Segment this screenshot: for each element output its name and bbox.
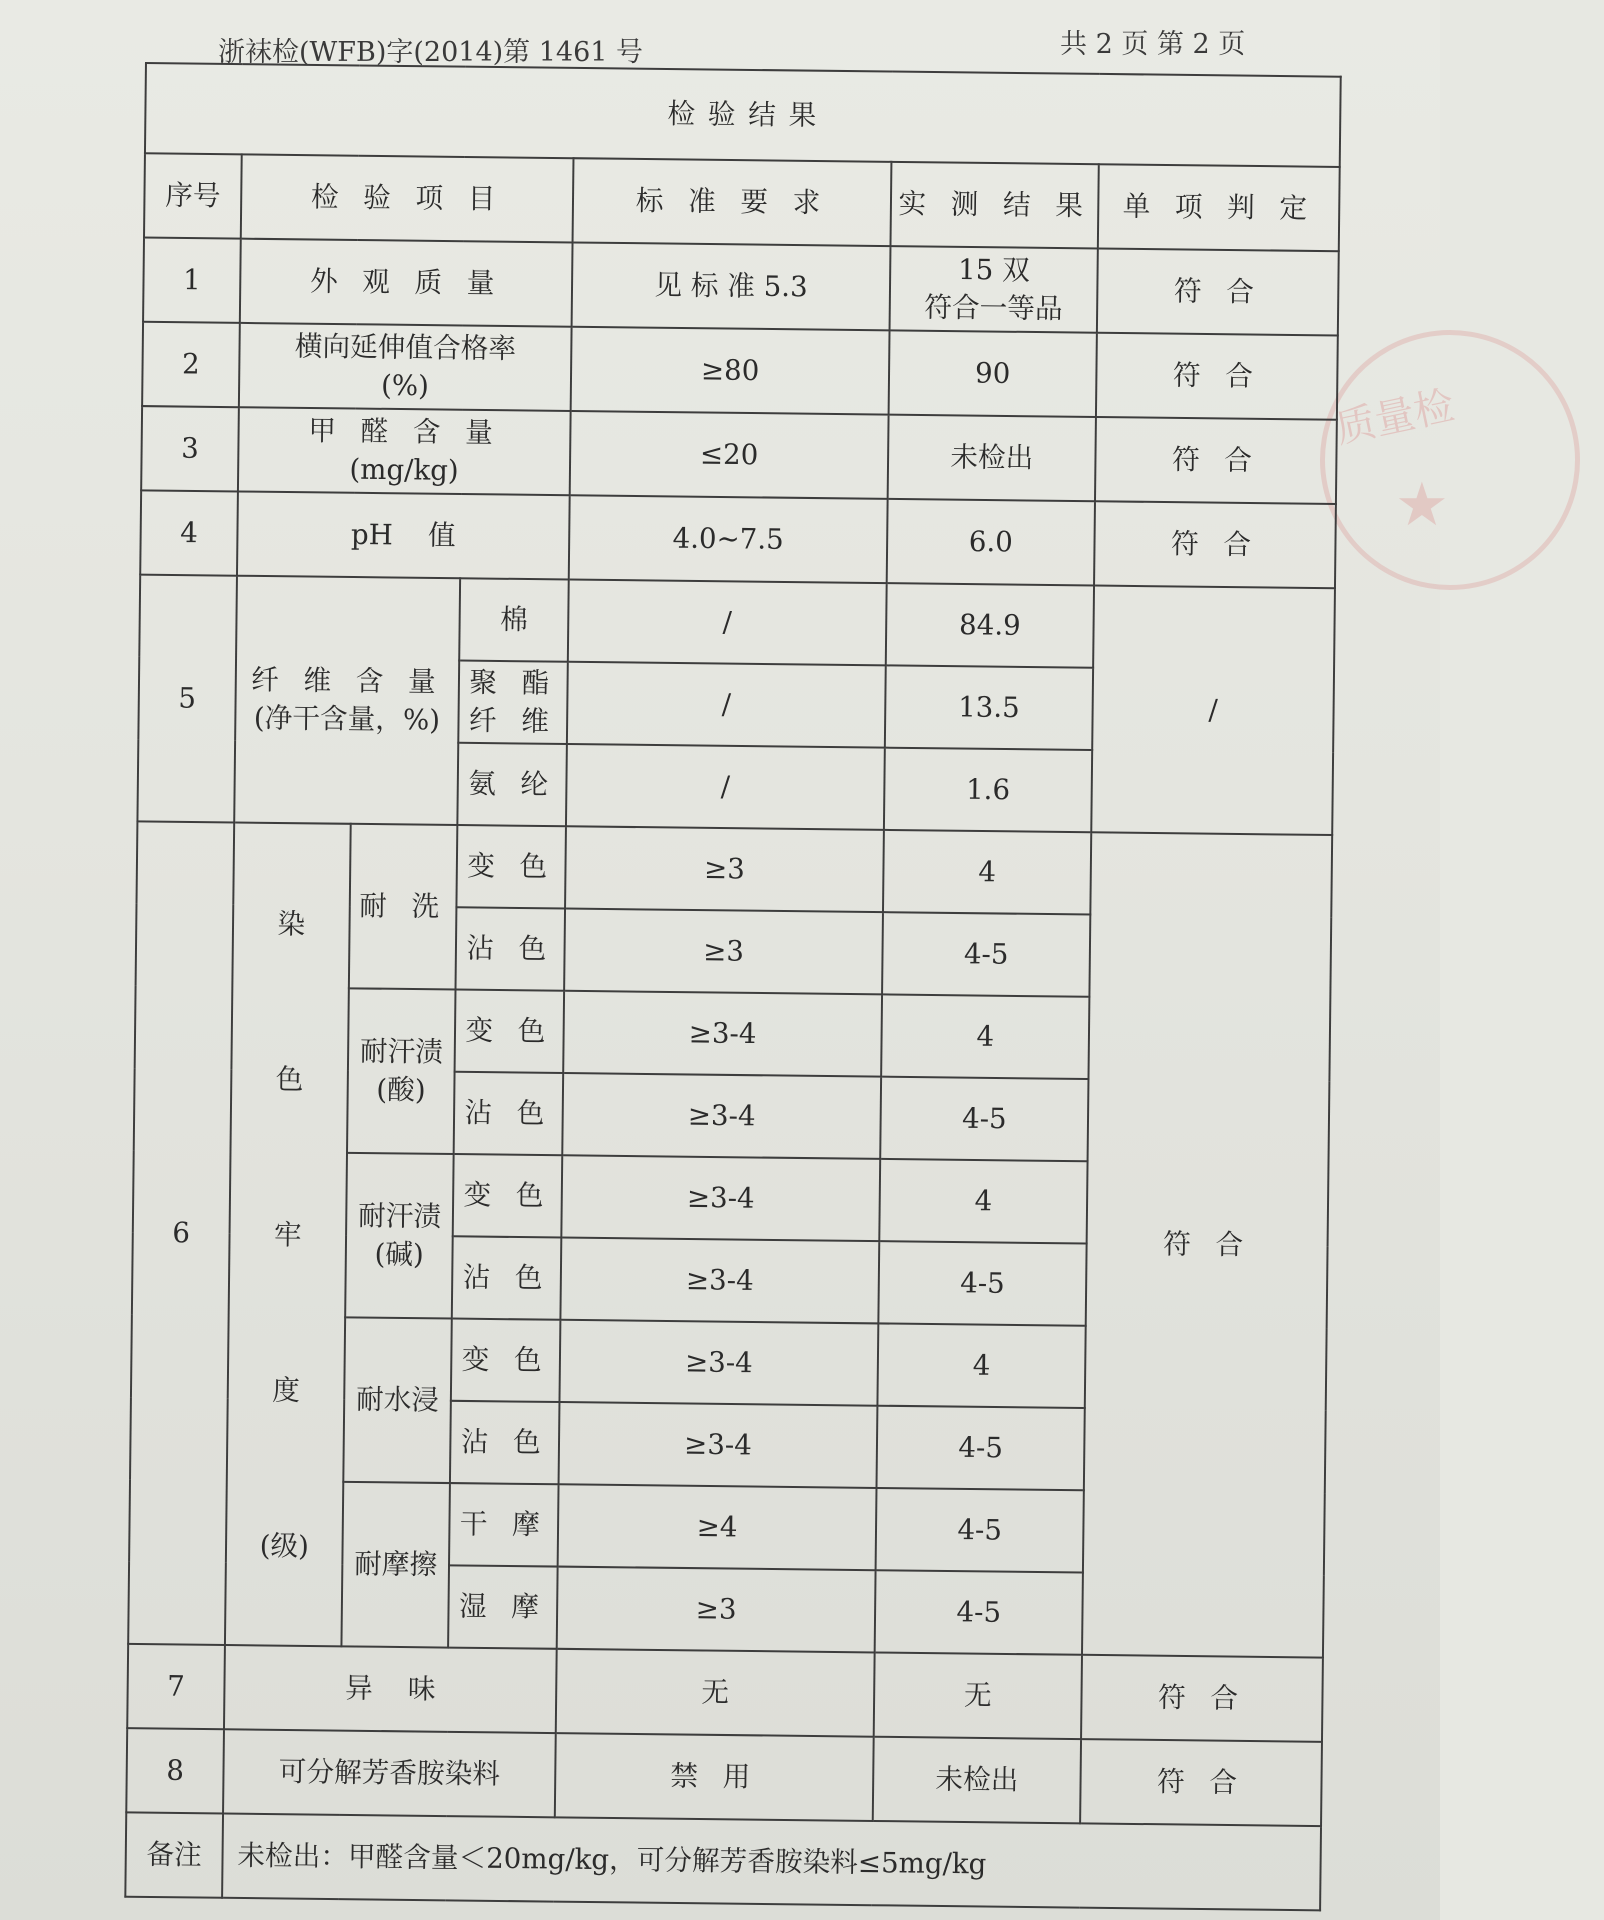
row-item: 外 观 质 量 — [240, 239, 573, 327]
row-standard: ≥3-4 — [562, 1073, 881, 1159]
item-line: 甲 醛 含 量 — [308, 414, 501, 450]
test-group — [347, 988, 455, 1154]
row-result: 90 — [889, 330, 1097, 417]
sub-item: 沾 色 — [455, 907, 565, 990]
col-header-verdict: 单 项 判 定 — [1098, 164, 1340, 251]
row-standard: 4.0~7.5 — [569, 495, 888, 583]
remarks-label: 备注 — [125, 1812, 223, 1897]
col-header-standard: 标 准 要 求 — [573, 158, 892, 246]
sub-item: 湿 摩 — [448, 1565, 558, 1648]
item-line: 横向延伸值合格率 — [294, 329, 517, 366]
row-standard: ≥3-4 — [559, 1402, 878, 1488]
seal-star-icon: ★ — [1395, 470, 1449, 540]
group-line: (碱) — [374, 1237, 424, 1272]
row-result: 4-5 — [876, 1406, 1084, 1491]
table-row — [139, 575, 1335, 671]
row-result: 84.9 — [886, 583, 1094, 668]
table-row — [142, 322, 1338, 420]
row-item — [238, 407, 571, 495]
sub-item: 变 色 — [455, 990, 565, 1073]
sub-item: 变 色 — [456, 825, 566, 908]
group-line: 耐汗渍 — [357, 1199, 442, 1234]
row-result: 4 — [883, 830, 1091, 915]
row-result: 4 — [877, 1323, 1085, 1408]
row-verdict: 符 合 — [1081, 1655, 1323, 1742]
row-number: 5 — [137, 575, 237, 823]
row-result: 4-5 — [878, 1241, 1086, 1326]
row-result: 4 — [879, 1159, 1087, 1244]
name-line: 聚 酯 — [469, 665, 558, 700]
fiber-name — [458, 661, 568, 744]
row-standard: ≥80 — [571, 327, 890, 415]
item-char: 牢 — [273, 1217, 302, 1252]
result-line: 符合一等品 — [924, 290, 1063, 326]
row-item — [225, 822, 351, 1646]
item-line: (%) — [380, 368, 430, 403]
table-row — [140, 490, 1336, 588]
row-result: 4-5 — [882, 912, 1090, 997]
col-header-no: 序号 — [144, 153, 242, 238]
row-result: 未检出 — [873, 1737, 1081, 1824]
row-standard: ≥3 — [565, 826, 884, 912]
row-verdict: 符 合 — [1097, 248, 1339, 335]
name-line: 纤 维 — [468, 703, 557, 738]
row-result: 6.0 — [887, 499, 1095, 586]
row-number: 4 — [140, 490, 238, 575]
row-number: 8 — [126, 1728, 224, 1813]
row-standard: ≥3-4 — [559, 1320, 878, 1406]
row-result: 1.6 — [884, 748, 1092, 833]
row-verdict: 符 合 — [1082, 832, 1332, 1657]
table-row — [137, 821, 1333, 917]
item-char: 染 — [277, 906, 306, 941]
group-line: 耐汗渍 — [359, 1034, 444, 1069]
item-line: 纤 维 含 量 — [251, 663, 444, 699]
report-number: 浙袜检(WFB)字(2014)第 1461 号 — [218, 37, 644, 68]
inspection-results-table — [124, 62, 1341, 1911]
row-standard: ≥3 — [564, 909, 883, 995]
item-char: 度 — [272, 1373, 301, 1407]
table-row — [127, 1644, 1323, 1742]
table-row — [141, 406, 1337, 504]
item-char: (级) — [259, 1528, 310, 1563]
row-item: 异 味 — [224, 1645, 557, 1733]
seal-text: 质量检 — [1331, 382, 1459, 453]
row-standard: 见 标 准 5.3 — [572, 242, 891, 330]
row-result: 4-5 — [876, 1488, 1084, 1573]
row-standard: / — [567, 662, 886, 748]
fiber-name: 氨 纶 — [457, 743, 567, 826]
sub-item: 沾 色 — [452, 1236, 562, 1319]
test-group — [345, 1153, 453, 1319]
table-row — [143, 238, 1339, 336]
item-line: (mg/kg) — [349, 452, 459, 487]
group-line: (酸) — [376, 1072, 426, 1107]
row-standard: 禁 用 — [555, 1733, 874, 1821]
col-header-item: 检 验 项 目 — [241, 154, 574, 242]
remarks-row — [125, 1812, 1321, 1910]
test-group: 耐水浸 — [343, 1317, 451, 1483]
row-verdict: 符 合 — [1095, 417, 1337, 504]
inspection-results-table-wrapper — [124, 62, 1339, 1911]
row-standard: ≥3-4 — [561, 1155, 880, 1241]
row-standard: ≥3-4 — [563, 991, 882, 1077]
table-header-row — [144, 153, 1340, 251]
row-standard: ≥4 — [558, 1484, 877, 1570]
row-standard: ≥3 — [557, 1567, 876, 1653]
sub-item: 变 色 — [451, 1319, 561, 1402]
row-number: 2 — [142, 322, 240, 407]
col-header-result: 实 测 结 果 — [890, 162, 1098, 249]
table-row — [126, 1728, 1322, 1826]
table-title: 检 验 结 果 — [145, 63, 1341, 167]
row-item: pH 值 — [237, 491, 570, 579]
row-number: 7 — [127, 1644, 225, 1729]
row-number: 1 — [143, 238, 241, 323]
row-item — [239, 323, 572, 411]
remarks-text: 未检出：甲醛含量＜20mg/kg，可分解芳香胺染料≤5mg/kg — [222, 1814, 1321, 1911]
sub-item: 变 色 — [453, 1154, 563, 1237]
row-standard: 无 — [556, 1649, 875, 1737]
item-line: (净干含量，%) — [253, 701, 441, 737]
row-result: 无 — [874, 1652, 1082, 1739]
row-verdict: / — [1091, 586, 1335, 836]
item-char: 色 — [275, 1062, 304, 1096]
row-standard: / — [566, 744, 885, 830]
page-count: 共 2 页 第 2 页 — [1060, 29, 1246, 60]
test-group: 耐 洗 — [349, 824, 457, 990]
row-result: 4-5 — [880, 1077, 1088, 1162]
row-result: 13.5 — [885, 665, 1093, 750]
row-standard: / — [568, 579, 887, 665]
row-standard: ≤20 — [570, 411, 889, 499]
row-item: 可分解芳香胺染料 — [223, 1729, 556, 1817]
row-standard: ≥3-4 — [560, 1238, 879, 1324]
row-result — [890, 246, 1098, 333]
row-result: 未检出 — [888, 415, 1096, 502]
result-line: 15 双 — [957, 253, 1030, 288]
row-item — [234, 576, 460, 825]
test-group: 耐摩擦 — [341, 1482, 449, 1648]
row-result: 4-5 — [875, 1570, 1083, 1655]
row-result: 4 — [881, 994, 1089, 1079]
row-number: 6 — [128, 821, 234, 1645]
row-verdict: 符 合 — [1094, 501, 1336, 588]
row-number: 3 — [141, 406, 239, 491]
fiber-name: 棉 — [459, 578, 569, 661]
sub-item: 沾 色 — [450, 1401, 560, 1484]
inspection-seal-stamp — [1296, 306, 1604, 614]
row-verdict: 符 合 — [1080, 1739, 1322, 1826]
sub-item: 沾 色 — [454, 1072, 564, 1155]
row-verdict: 符 合 — [1096, 333, 1338, 420]
sub-item: 干 摩 — [449, 1483, 559, 1566]
